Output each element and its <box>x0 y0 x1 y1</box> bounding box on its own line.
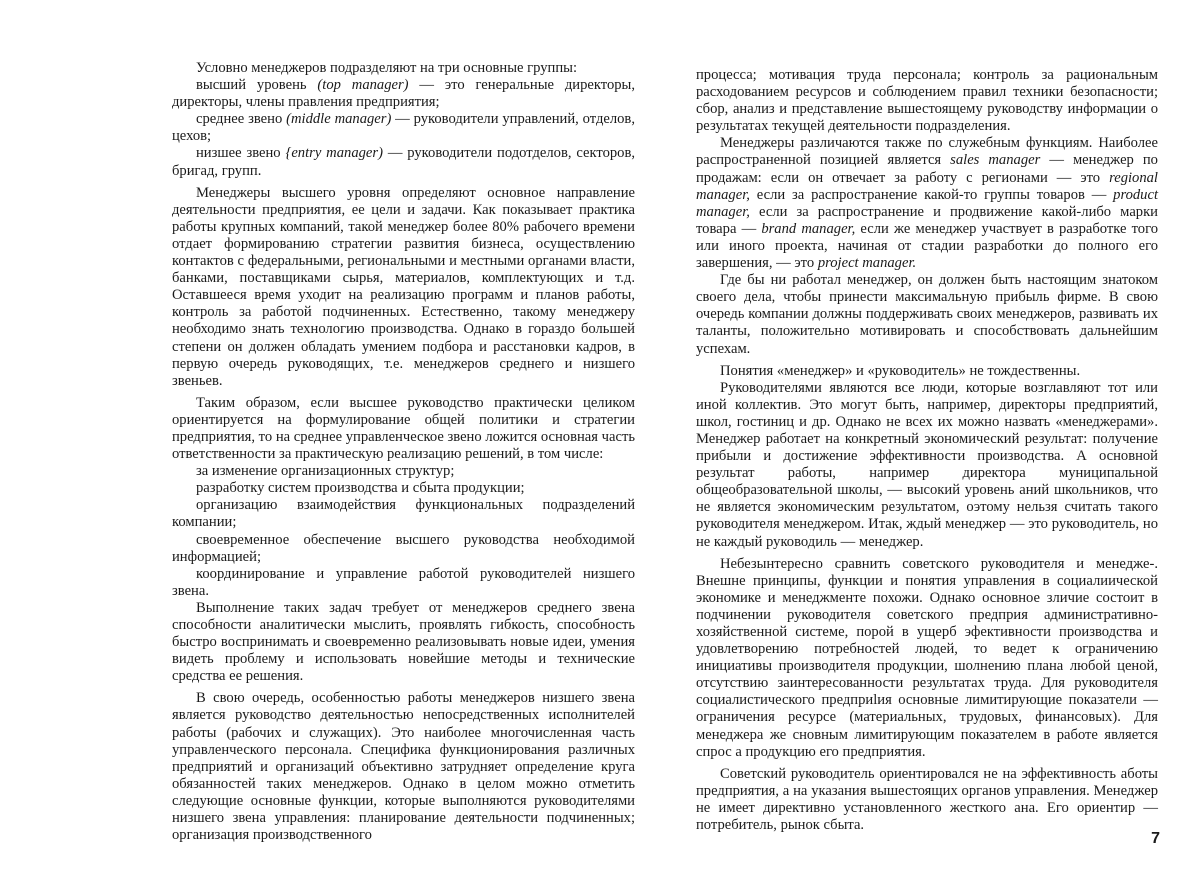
paragraph: Руководителями являются все люди, которые возглавляют тот или иной коллектив. Это могут быть, например, директоры предприятий, школ, гостиниц и др. Однако не всех их можно назвать «менеджерами». Менеджер работает на конкретный экономический результат: получение прибыли и достижение эффективности производства. А основной результат работы, например директора муниципальной общеобразовательной школы, — высокий уровень аний школьников, что не является экономическим результатом, оэтому нельзя считать такого руководителя менеджером. Итак, ждый менеджер — это руководитель, но не каждый руководиль — менеджер. <box>696 379 1158 550</box>
paragraph: Где бы ни работал менеджер, он должен быть настоящим знатоком своего дела, чтобы принести максимальную прибыль фирме. В свою очередь компании должны поддерживать своих менеджеров, развивать их таланты, положительно мотивировать и способствовать дальнейшим успехам. <box>696 272 1158 357</box>
paragraph: Советский руководитель ориентировался не на эффективность аботы предприятия, а на указания вышестоящих органов управления. Менеджер не имеет директивно установленного жесткого ана. Его ориентир — потребитель, рынок сбыта. <box>696 765 1158 834</box>
paragraph: Менеджеры высшего уровня определяют основное направление деятельности предприятия, ее цели и задачи. Как показывает практика работы крупных компаний, такой менеджер более 80% рабочего времени отдает формированию стратегии развития бизнеса, осуществлению контактов с федеральными, региональными и местными органами власти, банками, поставщиками сырья, материалов, комплектующих и т.д. Оставшееся время уходит на реализацию программ и планов работы, контроль за работой подчиненных. Естественно, такому менеджеру необходимо знать технологию производства. Однако в гораздо большей степени он должен обладать умением подбора и расстановки кадров, в первую очередь руководящих, т.е. менеджеров среднего и низшего звеньев. <box>172 184 635 389</box>
paragraph: высший уровень (top manager) — это генеральные директоры, директоры, члены правления предприятия; <box>172 77 635 111</box>
paragraph: Условно менеджеров подразделяют на три основные группы: <box>196 60 578 76</box>
paragraph: Небезынтересно сравнить советского руководителя и менедже-. Внешне принципы, функции и понятия управления в социалиической экономике и менеджменте похожи. Однако основное зличие состоит в подчинении руководителя советского предприя административно-хозяйственной системе, порой в ущерб эфективности производства и удовлетворению потребностей людей, то ведет к ограничению инициативы производителя продукции, шолнению плана любой ценой, отсутствию заинтересованности результатах труда. Для руководителя социалистического предприlия основные лимитирующие показатели — ограничения ресурсе (материальных, трудовых, финансовых). Для менеджера же сновным лимитирующим показателем в работе является спрос а продукцию его предприятия. <box>696 555 1158 760</box>
paragraph: Таким образом, если высшее руководство практически целиком ориентируется на формулирование общей политики и стратегии предприятия, то на среднее управленческое звено ложится основная часть ответственности за практическую реализацию решений, в том числе: <box>172 394 635 463</box>
paragraph: за изменение организационных структур; <box>196 463 455 480</box>
paragraph: Понятия «менеджер» и «руководитель» не тождественны. <box>720 362 1081 379</box>
left-text-column <box>172 60 635 844</box>
paragraph: Выполнение таких задач требует от менеджеров среднего звена способности аналитически мыслить, проявлять гибкость, способность быстро воспринимать и своевременно реализовывать новые идеи, умения видеть проблему и использовать новейшие методы и технические средства ее решения. <box>172 599 635 685</box>
paragraph: своевременное обеспечение высшего руководства необходимой информацией; <box>172 531 635 565</box>
page-number: 7 <box>1151 830 1160 847</box>
paragraph: низшее звено {entry manager) — руководители подотделов, секторов, бригад, групп. <box>172 145 636 179</box>
paragraph: координирование и управление работой руководителей низшего звена. <box>172 565 635 599</box>
paragraph: В свою очередь, особенностью работы менеджеров низшего звена является руководство деятельностью непосредственных исполнителей работы (рабочих и служащих). Это наиболее многочисленная часть управленческого персонала. Специфика функционирования различных предприятий и организаций объективно затрудняет определение круга обязанностей таких менеджеров. Однако в целом можно отметить следующие основные функции, которые выполняются руководителями низшего звена управления: планирование деятельности подчиненных; организация производственного <box>172 690 635 844</box>
paragraph: организацию взаимодействия функциональных подразделений компании; <box>172 497 635 531</box>
paragraph: Менеджеры различаются также по служебным функциям. Наиболее распространенной позицией является sales manager — менеджер по продажам: если он отвечает за работу с регионами — это regional manager, если за распространение какой-то группы товаров — product manager, если за распространение и продвижение какой-либо марки товара — brand manager, если же менеджер участвует в разработке того или иного проекта, начиная от стадии разработки до полного его завершения, — это project manager. <box>696 135 1158 272</box>
paragraph: разработку систем производства и сбыта продукции; <box>196 480 525 497</box>
right-text-column <box>696 67 1158 834</box>
paragraph: среднее звено (middle manager) — руководители управлений, отделов, цехов; <box>172 111 635 145</box>
paragraph: процесса; мотивация труда персонала; контроль за рациональным расходованием ресурсов и соблюдением правил техники безопасности; сбор, анализ и представление вышестоящему руководству информации о результатах текущей деятельности подразделения. <box>696 67 1158 135</box>
